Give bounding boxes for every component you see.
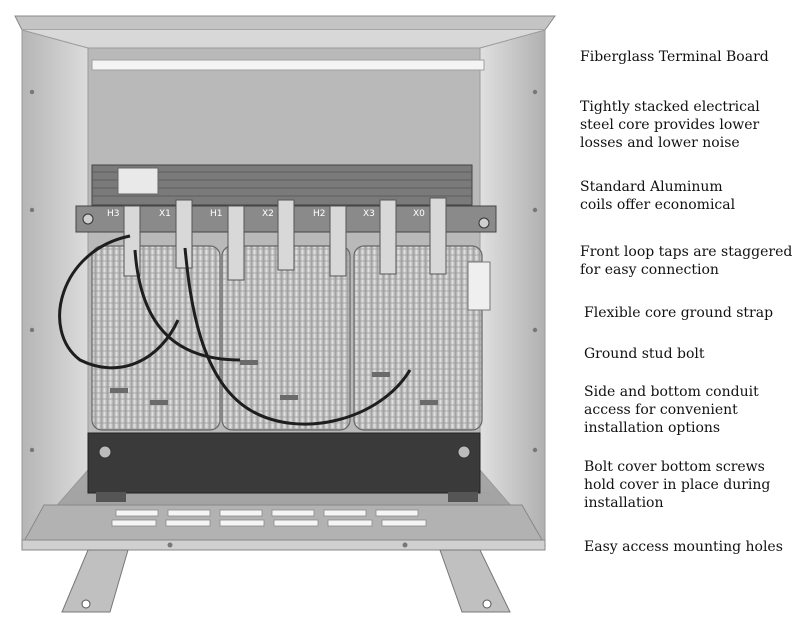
svg-text:H3: H3 <box>107 209 120 219</box>
base-rails <box>88 433 480 502</box>
label-steel-core: Tightly stacked electrical steel core provides lower losses and lower noise <box>580 99 760 151</box>
label-conduit-access: Side and bottom conduit access for convenient installation options <box>584 384 759 436</box>
label-fiberglass-terminal-board: Fiberglass Terminal Board <box>580 49 769 65</box>
label-mounting-holes: Easy access mounting holes <box>584 539 783 555</box>
svg-text:H1: H1 <box>210 209 223 219</box>
label-ground-stud-bolt: Ground stud bolt <box>584 346 705 362</box>
label-front-loop-taps: Front loop taps are staggered for easy connection <box>580 244 793 278</box>
label-aluminum-coils: Standard Aluminum coils offer economical <box>580 179 736 213</box>
svg-text:X1: X1 <box>159 209 171 219</box>
svg-text:X3: X3 <box>363 209 375 219</box>
label-bolt-cover-screws: Bolt cover bottom screws hold cover in place during installation <box>584 459 771 511</box>
feature-labels <box>570 0 800 632</box>
mounting-feet <box>62 550 510 612</box>
bottom-vent-floor <box>22 505 545 550</box>
terminal-board <box>76 198 496 280</box>
svg-text:X0: X0 <box>413 209 425 219</box>
label-core-ground-strap: Flexible core ground strap <box>584 305 774 321</box>
svg-text:X2: X2 <box>262 209 274 219</box>
steel-core <box>92 165 472 205</box>
svg-text:H2: H2 <box>313 209 326 219</box>
